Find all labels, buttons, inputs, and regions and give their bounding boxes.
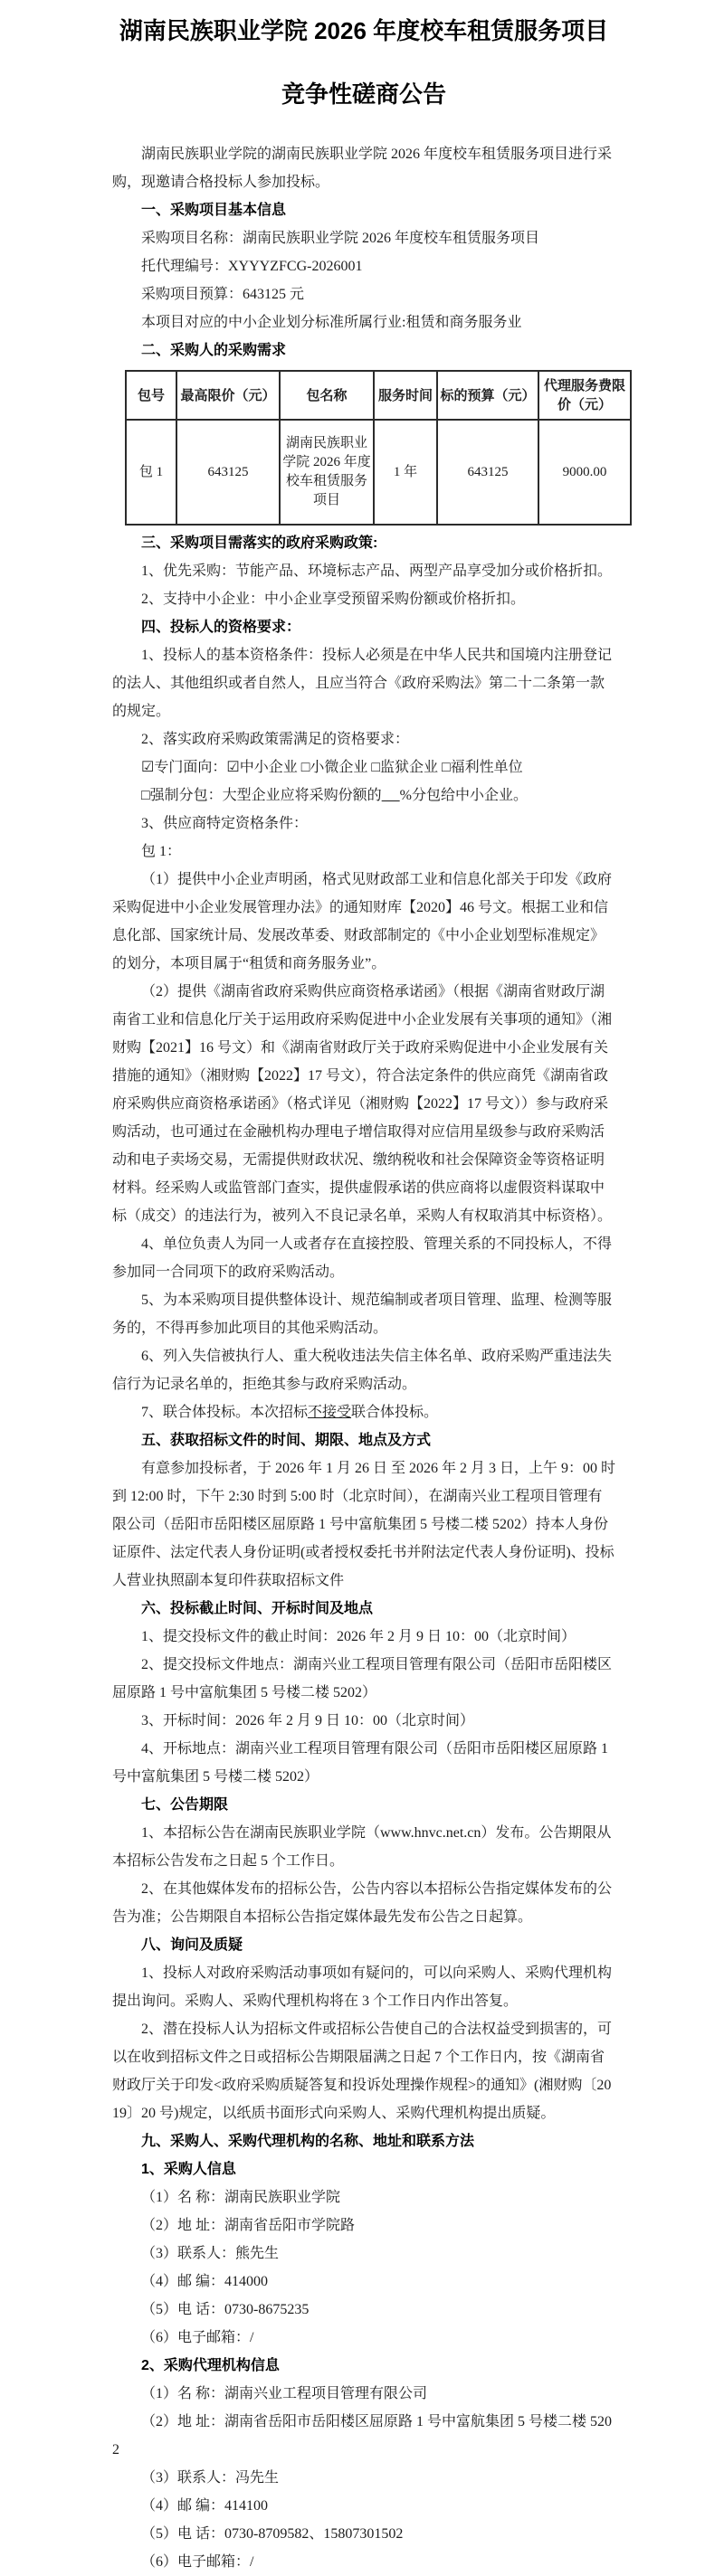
paragraph: 湖南民族职业学院的湖南民族职业学院 2026 年度校车租赁服务项目进行采购，现邀请合格投标人参加投标。 [112,147,613,190]
table-cell: 643125 [437,420,538,525]
paragraph: 本项目对应的中小企业划分标准所属行业:租赁和商务服务业 [141,315,522,330]
table-header-cell: 代理服务费限价（元） [538,371,631,420]
paragraph: 1、投标人的基本资格条件：投标人必须是在中华人民共和国境内注册登记的法人、其他组织或者自然人，且应当符合《政府采购法》第二十二条第一款的规定。 [112,648,613,719]
paragraph: 1、提交投标文件的截止时间：2026 年 2 月 9 日 10：00（北京时间） [141,1629,576,1644]
table-header-cell: 包号 [126,371,176,420]
paragraph: 4、单位负责人为同一人或者存在直接控股、管理关系的不同投标人，不得参加同一合同项下的政府采购活动。 [112,1236,613,1280]
section-heading: 六、投标截止时间、开标时间及地点 [141,1601,374,1616]
paragraph: （1）名 称：湖南民族职业学院 [141,2190,341,2205]
table-header-cell: 最高限价（元） [176,371,280,420]
paragraph: 3、开标时间：2026 年 2 月 9 日 10：00（北京时间） [141,1713,475,1728]
paragraph: （6）电子邮箱：/ [141,2330,254,2345]
table-row [126,420,631,525]
procurement-requirements-table [125,370,632,526]
paragraph: （4）邮 编：414100 [141,2498,269,2514]
paragraph: 2、潜在投标人认为招标文件或招标公告使自己的合法权益受到损害的，可以在收到招标文件之日或招标公告期限届满之日起 7 个工作日内，按《湖南省财政厅关于印发<政府采购质疑答复和投诉处理操作规程>的通知》(湘财购〔2019〕20 号)规定，以纸质书面形式向采购人、采购代理机构提出质疑。 [112,2022,613,2121]
paragraph: （3）联系人：冯先生 [141,2470,280,2486]
paragraph: 有意参加投标者，于 2026 年 1 月 26 日 至 2026 年 2 月 3 日，上午 9：00 时到 12:00 时，下午 2:30 时到 5:00 时（北京时间），在湖南兴业工程项目管理有限公司（岳阳市岳阳楼区屈原路 1 号中富航集团 5 号楼二楼 5202）持本人身份证原件、法定代表人身份证明(或者授权委托书并附法定代表人身份证明)、投标人营业执照副本复印件获取招标文件 [112,1461,616,1588]
paragraph: （2）地 址：湖南省岳阳市岳阳楼区屈原路 1 号中富航集团 5 号楼二楼 5202 [112,2414,613,2458]
paragraph: 1、投标人对政府采购活动事项如有疑问的，可以向采购人、采购代理机构提出询问。采购人、采购代理机构将在 3 个工作日内作出答复。 [112,1965,613,2009]
table-header-cell: 服务时间 [374,371,437,420]
section-heading: 七、公告期限 [141,1797,229,1813]
section-heading: 1、采购人信息 [141,2162,236,2177]
section-heading: 九、采购人、采购代理机构的名称、地址和联系方法 [141,2134,475,2149]
text-run: □强制分包：大型企业应将采购份额的 [141,788,382,803]
paragraph: 6、列入失信被执行人、重大税收违法失信主体名单、政府采购严重违法失信行为记录名单的，拒绝其参与政府采购活动。 [112,1349,613,1392]
section-heading: 二、采购人的采购需求 [141,343,287,358]
paragraph: 3、供应商特定资格条件： [141,816,309,831]
section-heading: 五、获取招标文件的时间、期限、地点及方式 [141,1433,432,1448]
section-heading: 一、采购项目基本信息 [141,203,287,218]
paragraph: 2、支持中小企业：中小企业享受预留采购份额或价格折扣。 [141,592,526,607]
document-title-line-1: 湖南民族职业学院 2026 年度校车租赁服务项目 [119,17,609,44]
paragraph: 1、本招标公告在湖南民族职业学院（www.hnvc.net.cn）发布。公告期限从本招标公告发布之日起 5 个工作日。 [112,1825,612,1869]
paragraph: ☑专门面向：☑中小企业 □小微企业 □监狱企业 □福利性单位 [141,760,523,775]
paragraph: 2、提交投标文件地点：湖南兴业工程项目管理有限公司（岳阳市岳阳楼区屈原路 1 号中富航集团 5 号楼二楼 5202） [112,1657,613,1700]
underlined-text [382,788,400,803]
paragraph [112,1398,615,1426]
paragraph: 托代理编号：XYYYZFCG-2026001 [141,259,363,274]
paragraph: （2）提供《湖南省政府采购供应商资格承诺函》（根据《湖南省财政厅湖南省工业和信息化厅关于运用政府采购促进中小企业发展有关事项的通知》（湘财购【2021】16 号文）和《湖南省财政厅关于政府采购促进中小企业发展有关措施的通知》（湘财购【2022】17 号文），符合法定条件的供应商凭《湖南省政府采购供应商资格承诺函》（格式详见（湘财购【2022】17 号文））参与政府采购活动，也可通过在金融机构办理电子增信取得对应信用星级参与政府采购活动和电子卖场交易，无需提供财政状况、缴纳税收和社会保障资金等资格证明材料。经采购人或监管部门查实，提供虚假承诺的供应商将以虚假资料谋取中标（成交）的违法行为，被列入不良记录名单，采购人有权取消其中标资格）。 [112,984,613,1224]
text-run: 联合体投标。 [351,1405,439,1420]
text-run: %分包给中小企业。 [399,788,529,803]
document-title-line-2: 竞争性磋商公告 [281,80,446,108]
table-header-cell: 包名称 [280,371,374,420]
document-body [112,140,625,2576]
table-cell: 9000.00 [538,420,631,525]
paragraph: 4、开标地点：湖南兴业工程项目管理有限公司（岳阳市岳阳楼区屈原路 1 号中富航集团 5 号楼二楼 5202） [112,1741,609,1785]
section-heading: 八、询问及质疑 [141,1937,243,1953]
paragraph: （5）电 话：0730-8709582、15807301502 [141,2526,404,2542]
text-run: 7、联合体投标。本次招标 [141,1405,309,1420]
paragraph: （6）电子邮箱：/ [141,2554,254,2570]
paragraph: 1、优先采购：节能产品、环境标志产品、两型产品享受加分或价格折扣。 [141,564,613,579]
section-heading: 2、采购代理机构信息 [141,2358,280,2373]
table-cell: 湖南民族职业学院 2026 年度校车租赁服务项目 [280,420,374,525]
paragraph: 采购项目预算：643125 元 [141,287,305,302]
table-header-row [126,371,631,420]
paragraph: （3）联系人：熊先生 [141,2246,280,2261]
section-heading: 四、投标人的资格要求： [141,620,301,635]
paragraph: 采购项目名称：湖南民族职业学院 2026 年度校车租赁服务项目 [141,231,540,246]
paragraph: （2）地 址：湖南省岳阳市学院路 [141,2218,356,2233]
table-cell: 1 年 [374,420,437,525]
paragraph: 5、为本采购项目提供整体设计、规范编制或者项目管理、监理、检测等服务的，不得再参加此项目的其他采购活动。 [112,1293,613,1336]
paragraph [112,781,615,810]
section-heading: 三、采购项目需落实的政府采购政策: [141,535,378,551]
paragraph: 2、落实政府采购政策需满足的资格要求： [141,732,410,747]
paragraph: （4）邮 编：414000 [141,2274,269,2289]
paragraph: （1）名 称：湖南兴业工程项目管理有限公司 [141,2386,428,2401]
paragraph: （5）电 话：0730-8675235 [141,2302,310,2317]
underlined-text: 不接受 [308,1405,352,1420]
paragraph: 2、在其他媒体发布的招标公告，公告内容以本招标公告指定媒体发布的公告为准；公告期限自本招标公告指定媒体最先发布公告之日起算。 [112,1881,613,1925]
table-header-cell: 标的预算（元） [437,371,538,420]
paragraph: 包 1： [141,844,182,859]
table-cell: 643125 [176,420,280,525]
paragraph: （1）提供中小企业声明函，格式见财政部工业和信息化部关于印发《政府采购促进中小企业发展管理办法》的通知财库【2020】46 号文。根据工业和信息化部、国家统计局、发展改革委、财政部制定的《中小企业划型标准规定》的划分，本项目属于“租赁和商务服务业”。 [112,872,613,971]
table-cell: 包 1 [126,420,176,525]
